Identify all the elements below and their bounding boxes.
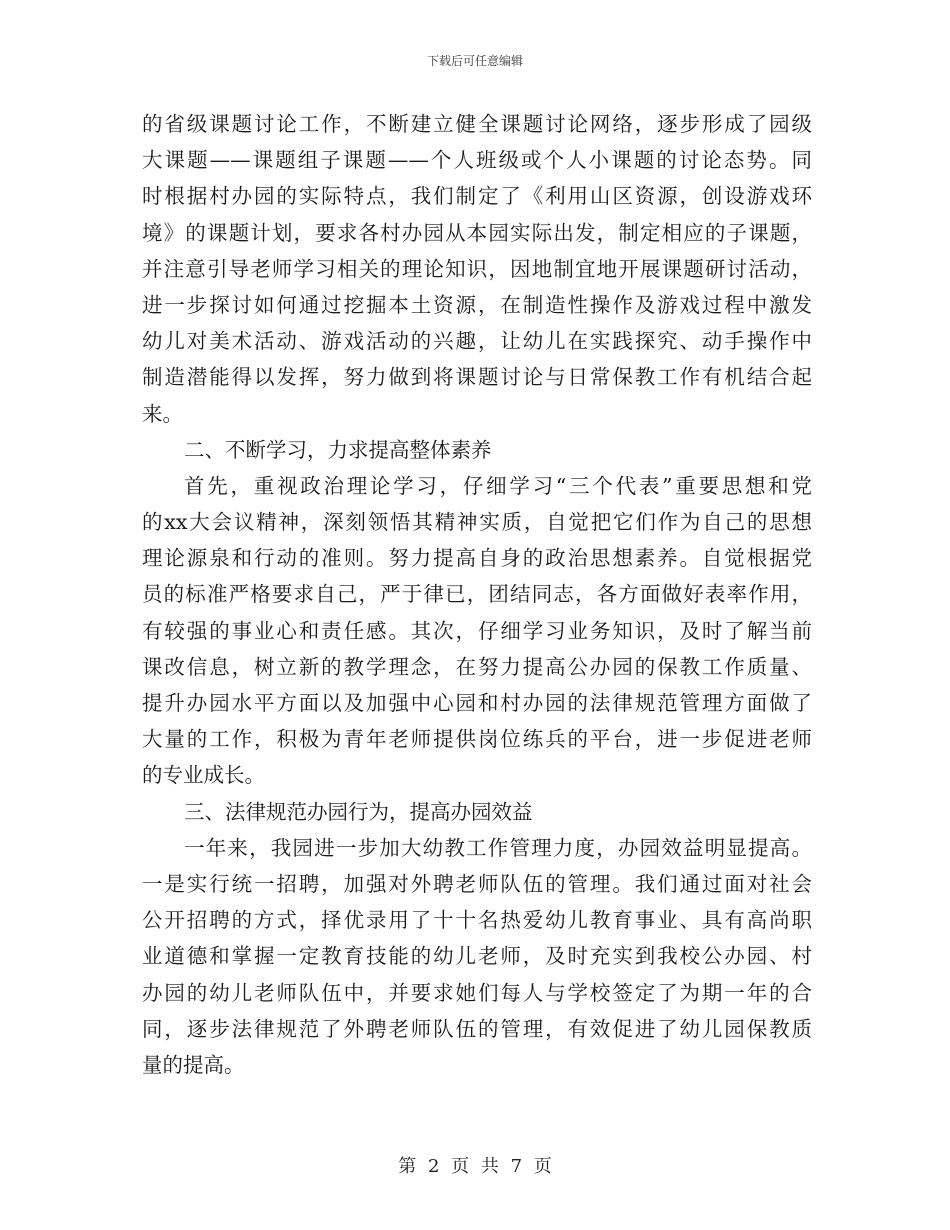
body-line: 首先，重视政治理论学习，仔细学习“三个代表”重要思想和党 [184,473,812,498]
body-line: 员的标准严格要求自己，严于律已，团结同志，各方面做好表率作用， [142,582,812,607]
body-line: 提升办园水平方面以及加强中心园和村办园的法律规范管理方面做了 [142,691,812,715]
body-line: 时根据村办园的实际特点，我们制定了《利用山区资源，创设游戏环 [142,184,812,209]
body-line: 的省级课题讨论工作，不断建立健全课题讨论网络，逐步形成了园级 [142,112,812,136]
body-line: 业道德和掌握一定教育技能的幼儿老师，及时充实到我校公办园、村 [142,944,812,969]
body-line: 一年来，我园进一步加大幼教工作管理力度，办园效益明显提高。 [184,835,812,860]
page-number: 第 2 页 共 7 页 [398,1156,552,1177]
body-line: 办园的幼儿老师队伍中，并要求她们每人与学校签定了为期一年的合 [142,980,812,1005]
body-line: 一是实行统一招聘，加强对外聘老师队伍的管理。我们通过面对社会 [142,871,812,896]
body-line: 幼儿对美术活动、游戏活动的兴趣，让幼儿在实践探究、动手操作中 [142,329,812,354]
body-line: 同，逐步法律规范了外聘老师队伍的管理，有效促进了幼儿园保教质 [142,1016,812,1041]
body-line: 量的提高。 [142,1052,245,1077]
body-line: 进一步探讨如何通过挖掘本土资源，在制造性操作及游戏过程中激发 [142,292,812,317]
body-line: 的xx大会议精神，深刻领悟其精神实质，自觉把它们作为自己的思想 [142,510,812,535]
body-line: 课改信息，树立新的教学理念，在努力提高公办园的保教工作质量、 [142,654,812,679]
body-line: 并注意引导老师学习相关的理论知识，因地制宜地开展课题研讨活动， [142,256,812,281]
body-line: 大课题——课题组子课题——个人班级或个人小课题的讨论态势。同 [142,148,812,173]
body-line: 来。 [142,401,183,426]
body-line: 大量的工作，积极为青年老师提供岗位练兵的平台，进一步促进老师 [142,727,812,752]
body-line: 制造潜能得以发挥，努力做到将课题讨论与日常保教工作有机结合起 [142,365,812,390]
section-heading: 二、不断学习，力求提高整体素养 [184,437,492,462]
section-heading: 三、法律规范办园行为，提高办园效益 [184,799,533,824]
page-header-note: 下载后可任意编辑 [426,54,523,68]
body-line: 的专业成长。 [142,763,265,788]
body-line: 公开招聘的方式，择优录用了十十名热爱幼儿教育事业、具有高尚职 [142,908,812,933]
body-line: 有较强的事业心和责任感。其次，仔细学习业务知识，及时了解当前 [142,618,812,643]
body-line: 境》的课题计划，要求各村办园从本园实际出发，制定相应的子课题， [142,220,812,245]
body-line: 理论源泉和行动的准则。努力提高自身的政治思想素养。自觉根据党 [142,546,812,571]
document-body [142,106,812,1083]
